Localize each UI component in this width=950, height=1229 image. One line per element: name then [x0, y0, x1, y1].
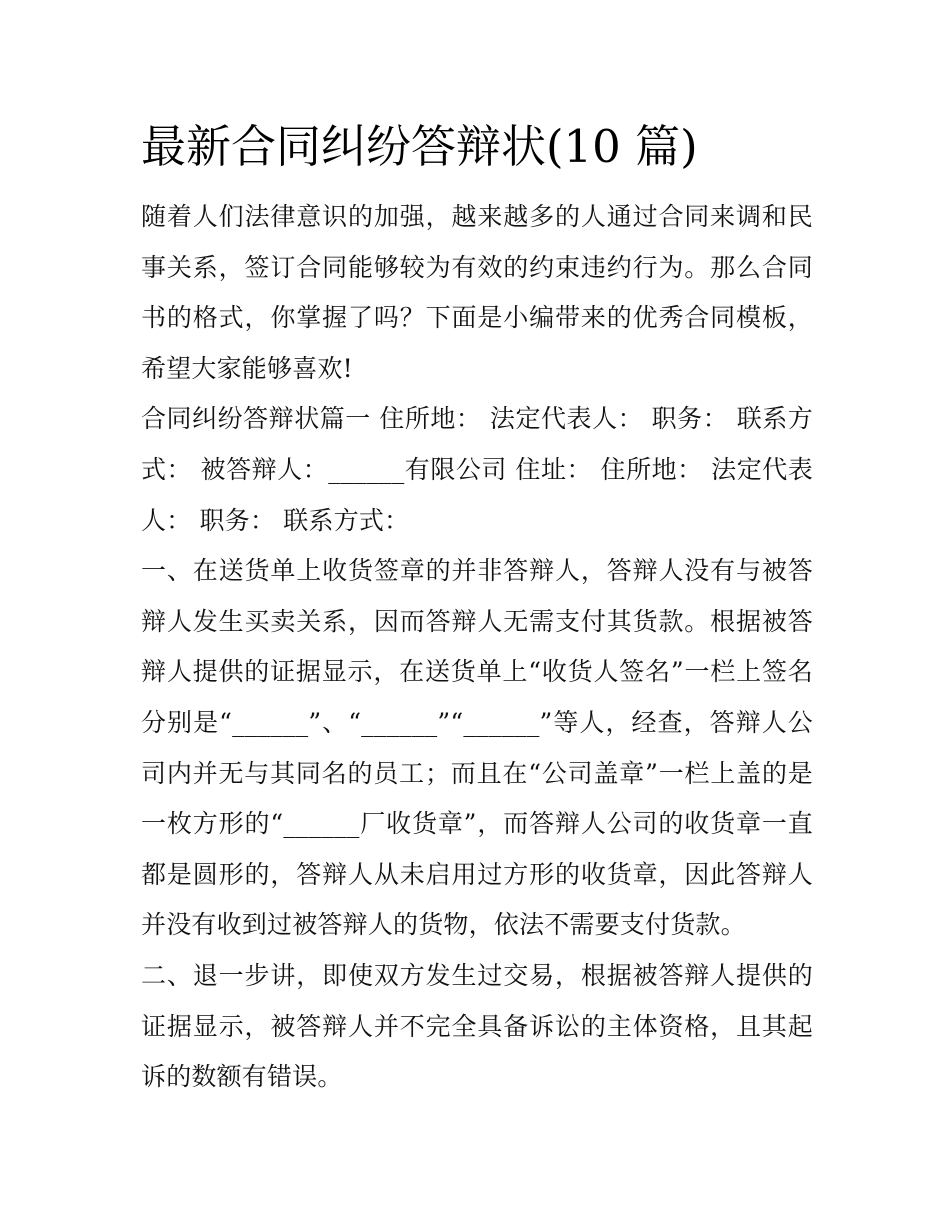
point-two-paragraph: 二、退一步讲，即使双方发生过交易，根据被答辩人提供的证据显示，被答辩人并不完全具备诉讼的主体资格，且其起诉的数额有错误。 — [141, 960, 813, 1092]
document-title: 最新合同纠纷答辩状(10 篇) — [141, 120, 698, 173]
intro-paragraph: 随着人们法律意识的加强，越来越多的人通过合同来调和民事关系，签订合同能够较为有效的约束违约行为。那么合同书的格式，你掌握了吗？下面是小编带来的优秀合同模板，希望大家能够喜欢! — [141, 202, 813, 383]
parties-paragraph: 合同纠纷答辩状篇一 住所地： 法定代表人： 职务： 联系方式： 被答辩人：______有限公司 住址： 住所地： 法定代表人： 职务： 联系方式： — [141, 404, 813, 535]
document-body — [141, 112, 813, 1103]
point-one-paragraph: 一、在送货单上收货签章的并非答辩人，答辩人没有与被答辩人发生买卖关系，因而答辩人无需支付其货款。根据被答辩人提供的证据显示，在送货单上“收货人签名”一栏上签名分别是“______”、“______”“______”等人，经查，答辩人公司内并无与其同名的员工；而且在“公司盖章”一栏上盖的是一枚方形的“______厂收货章”，而答辩人公司的收货章一直都是圆形的，答辩人从未启用过方形的收货章，因此答辩人并没有收到过被答辩人的货物，依法不需要支付货款。 — [141, 556, 813, 940]
